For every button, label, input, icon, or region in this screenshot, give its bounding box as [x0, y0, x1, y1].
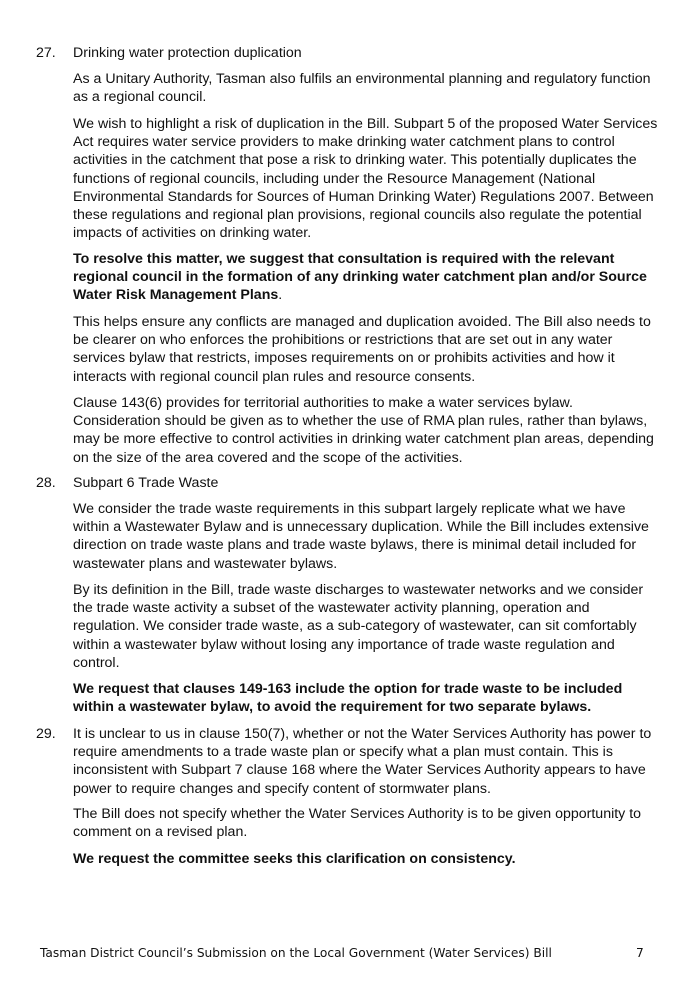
- text-line: power to require changes and specify content of stormwater plans.: [73, 780, 491, 797]
- text-line: The Bill does not specify whether the Water Services Authority is to be given opportunity to: [73, 806, 642, 822]
- text-line: the trade waste activity a subset of the wastewater activity planning, operation and: [73, 600, 590, 617]
- text-line: By its definition in the Bill, trade waste discharges to wastewater networks and we consider: [73, 582, 644, 598]
- sentence-period: .: [278, 287, 283, 304]
- section-number: 29.: [36, 726, 56, 742]
- text-line: direction on trade waste plans and trade waste bylaws, there is minimal detail included for: [73, 537, 637, 554]
- page-number: 7: [636, 946, 644, 960]
- text-line: inconsistent with Subpart 7 clause 168 where the Water Services Authority appears to have: [73, 762, 646, 779]
- bold-recommendation: [73, 250, 663, 305]
- text-line: services bylaw that restricts, imposes requirements on or prohibits activities and how it: [73, 350, 615, 367]
- paragraph: [73, 581, 663, 672]
- paragraph: [73, 313, 663, 386]
- text-line: wastewater plans and wastewater bylaws.: [73, 555, 338, 572]
- paragraph: [73, 725, 663, 798]
- text-line: Clause 143(6) provides for territorial authorities to make a water services bylaw.: [73, 395, 573, 411]
- text-line: may be more effective to control activities in drinking water catchment plan areas, depending: [73, 431, 654, 448]
- section-heading: Drinking water protection duplication: [73, 45, 302, 61]
- text-line: activities in the catchment that pose a risk to drinking water. This potentially duplicates the: [73, 152, 637, 169]
- bold-recommendation: [73, 850, 663, 868]
- paragraph: [73, 805, 663, 841]
- text-line: on the size of the area covered and the scope of the activities.: [73, 449, 463, 466]
- bold-recommendation: [73, 680, 663, 716]
- text-line: regional council in the formation of any drinking water catchment plan and/or Source: [73, 269, 647, 286]
- text-line: these regulations and regional plan provisions, regional councils also regulate the potential: [73, 207, 642, 224]
- text-line: We request the committee seeks this clarification on consistency.: [73, 851, 516, 867]
- text-line: within a wastewater bylaw without losing any importance of trade waste regulation and: [73, 636, 615, 653]
- text-line: within a Wastewater Bylaw and is unnecessary duplication. While the Bill includes extensive: [73, 519, 649, 536]
- page-footer: Tasman District Council’s Submission on the Local Government (Water Services) Bill: [40, 946, 552, 960]
- text-line: We wish to highlight a risk of duplication in the Bill. Subpart 5 of the proposed Water Services: [73, 116, 658, 132]
- section-number: 27.: [36, 45, 56, 61]
- text-line: Act requires water service providers to make drinking water catchment plans to control: [73, 134, 615, 151]
- text-line: This helps ensure any conflicts are managed and duplication avoided. The Bill also needs to: [73, 314, 651, 330]
- paragraph: [73, 115, 663, 242]
- text-line: functions of regional councils, including under the Resource Management (National: [73, 170, 596, 187]
- paragraph: [73, 394, 663, 467]
- paragraph: [73, 70, 663, 106]
- text-line: As a Unitary Authority, Tasman also fulfils an environmental planning and regulatory function: [73, 71, 651, 87]
- text-line: require amendments to a trade waste plan or specify what a plan must contain. This is: [73, 744, 613, 761]
- text-line: We request that clauses 149-163 include the option for trade waste to be included: [73, 681, 623, 697]
- text-line: Water Risk Management Plans: [73, 287, 279, 304]
- paragraph: [73, 500, 663, 573]
- text-line: control.: [73, 654, 120, 671]
- text-line: interacts with regional council plan rules and resource consents.: [73, 368, 476, 385]
- text-line: regulation. We consider trade waste, as a sub-category of wastewater, can sit comfortably: [73, 618, 637, 635]
- text-line: comment on a revised plan.: [73, 824, 248, 841]
- section-number: 28.: [36, 475, 56, 491]
- text-line: Consideration should be given as to whether the use of RMA plan rules, rather than bylaws,: [73, 413, 648, 430]
- text-line: Environmental Standards for Sources of Human Drinking Water) Regulations 2007. Between: [73, 188, 654, 205]
- text-line: It is unclear to us in clause 150(7), whether or not the Water Services Authority has power to: [73, 726, 652, 742]
- text-line: as a regional council.: [73, 89, 207, 106]
- text-line: impacts of activities on drinking water.: [73, 225, 312, 242]
- text-line: be clearer on who enforces the prohibitions or restrictions that are set out in any water: [73, 332, 613, 349]
- section-heading: Subpart 6 Trade Waste: [73, 475, 219, 491]
- text-line: within a wastewater bylaw, to avoid the requirement for two separate bylaws.: [73, 699, 592, 716]
- text-line: We consider the trade waste requirements in this subpart largely replicate what we have: [73, 501, 626, 517]
- text-line: To resolve this matter, we suggest that consultation is required with the relevant: [73, 251, 615, 267]
